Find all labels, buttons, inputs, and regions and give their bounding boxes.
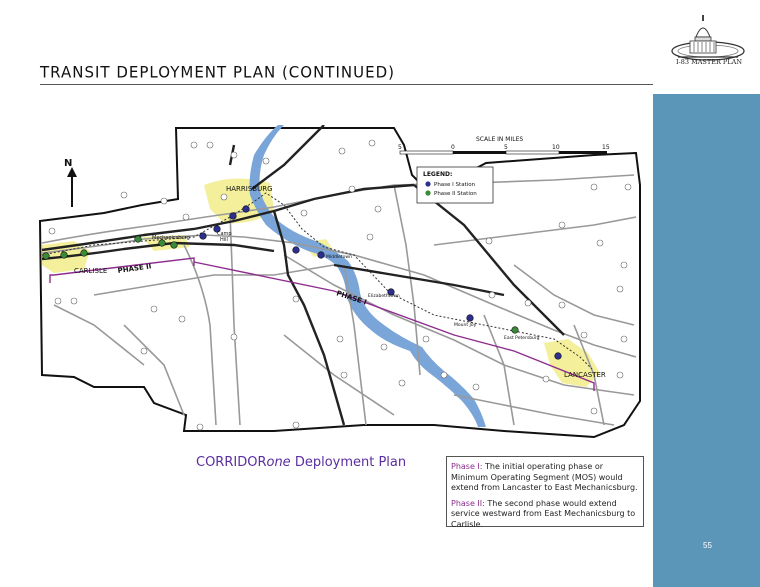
- corridor-map: [34, 125, 644, 447]
- legend-phase-two-label: Phase II Station: [434, 191, 477, 197]
- scale-bar: [400, 151, 607, 154]
- map-caption: [196, 455, 406, 470]
- legend-title: LEGEND:: [423, 171, 453, 178]
- city-label-camp-hill-2: Hill: [220, 237, 228, 243]
- legend-phase-one-swatch: [425, 181, 430, 186]
- blue-sidebar: [653, 94, 760, 587]
- station-harrisburg-2: [230, 213, 237, 220]
- region-boundary: [40, 128, 640, 437]
- legend-phase-one-label: Phase I Station: [434, 182, 476, 188]
- caption-suffix: Deployment Plan: [290, 455, 407, 470]
- north-label: N: [64, 158, 73, 169]
- city-label-elizabethtown: Elizabethtown: [368, 294, 400, 299]
- scale-tick-1: 5: [398, 144, 402, 151]
- city-label-lancaster: LANCASTER: [564, 371, 606, 379]
- caption-prefix: CORRIDOR: [196, 455, 267, 470]
- phase-two-description: [451, 499, 639, 531]
- station-mechanicsburg-1: [135, 236, 142, 243]
- scale-tick-2: 0: [451, 144, 455, 151]
- city-label-camp-hill-1: Camp: [217, 231, 232, 237]
- map-legend: [417, 167, 493, 203]
- north-arrow-icon: [67, 167, 77, 207]
- city-label-mechanicsburg: Mechanicsburg: [152, 235, 190, 241]
- page-number: 55: [703, 541, 712, 550]
- city-label-harrisburg: HARRISBURG: [226, 185, 273, 193]
- station-harrisburg-south: [293, 247, 300, 254]
- city-label-carlisle: CARLISLE: [74, 267, 108, 275]
- station-carlisle-3: [81, 250, 88, 257]
- page-title: TRANSIT DEPLOYMENT PLAN (CONTINUED): [40, 62, 395, 82]
- logo-caption: I-83 MASTER PLAN: [675, 58, 742, 66]
- scale-title: SCALE IN MILES: [476, 136, 524, 143]
- city-label-east-petersburg: East Petersburg: [504, 336, 540, 341]
- phase-two-heading: Phase II:: [451, 498, 485, 508]
- scale-tick-3: 5: [504, 144, 508, 151]
- title-rule: [40, 84, 653, 85]
- station-middletown: [318, 252, 325, 259]
- station-mechanicsburg-3: [171, 242, 178, 249]
- scale-tick-4: 10: [552, 144, 560, 151]
- phase-one-description: [451, 462, 639, 494]
- phase-one-heading: Phase I:: [451, 462, 483, 471]
- city-label-middletown: Middletown: [326, 255, 352, 260]
- station-harrisburg-1: [243, 206, 250, 213]
- city-label-mount-joy: Mount Joy: [454, 323, 477, 328]
- station-carlisle-2: [61, 252, 68, 259]
- phase-two-text: The second phase would extend service westward from East Mechanicsburg to Carlisle.: [451, 498, 636, 529]
- scale-tick-5: 15: [602, 144, 610, 151]
- phase-two-label: PHASE II: [117, 262, 152, 275]
- phase-one-label: PHASE I: [335, 289, 368, 307]
- station-mount-joy: [467, 315, 474, 322]
- phase-description-box: [446, 456, 644, 527]
- station-east-petersburg: [512, 327, 519, 334]
- station-carlisle-1: [43, 253, 50, 260]
- legend-phase-two-swatch: [425, 190, 430, 195]
- phase-one-text: The initial operating phase or Minimum Operating Segment (MOS) would extend from Lancaster to East Mechanicsburg.: [451, 462, 638, 492]
- station-lancaster: [555, 353, 562, 360]
- caption-italic: one: [266, 455, 291, 470]
- station-camp-hill: [200, 233, 207, 240]
